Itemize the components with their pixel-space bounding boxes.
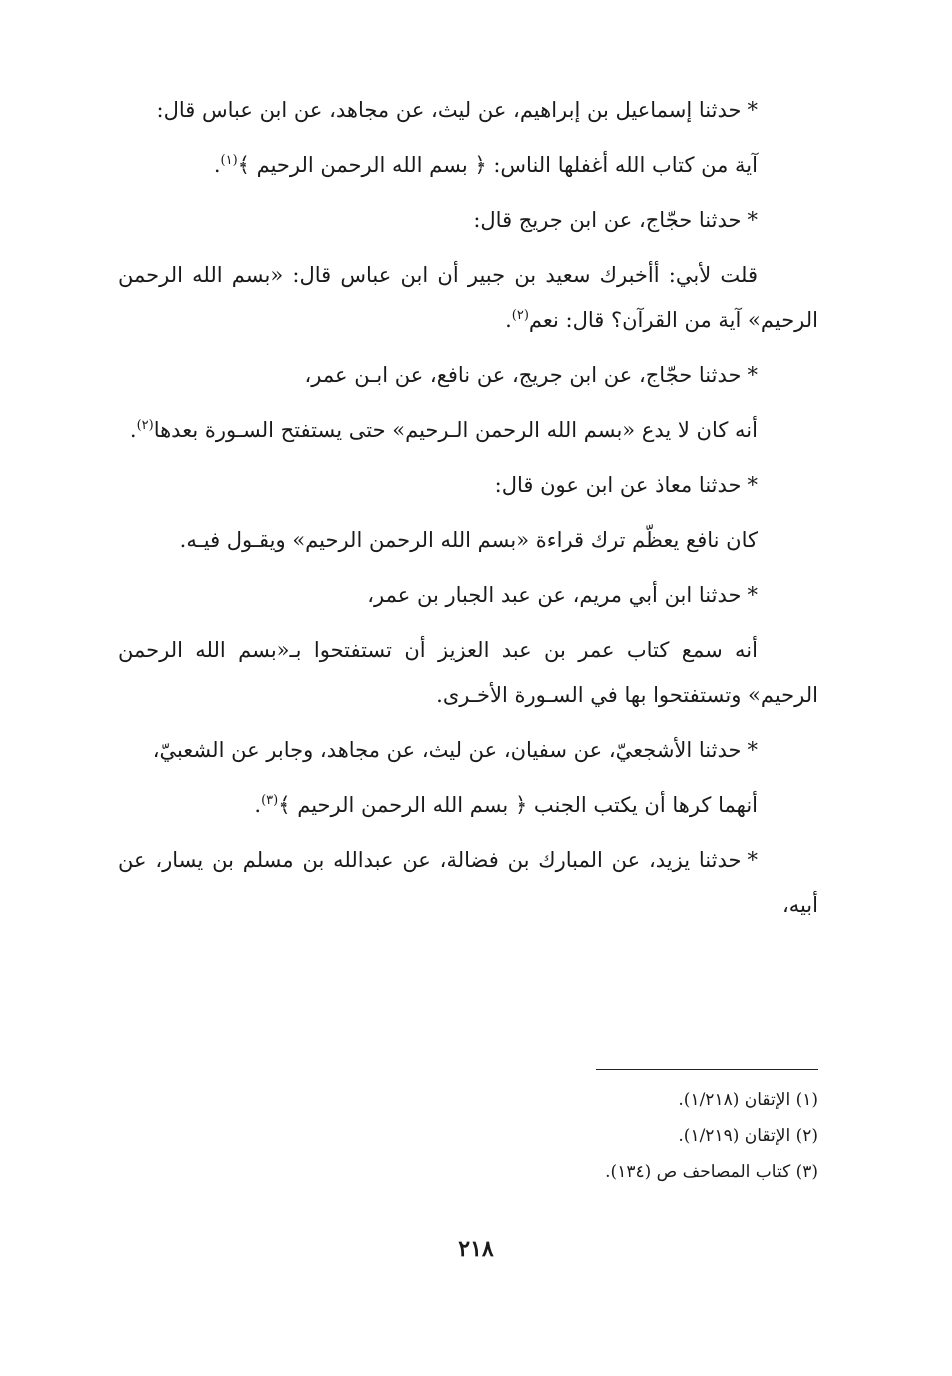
paragraph-text: أنه سمع كتاب عمر بن عبد العزيز أن تستفتحوا بـ«بسم الله الرحمن الرحيم» وتستفتحوا بها في السـورة الأخـرى. (118, 638, 818, 707)
footnote-reference: (١) (220, 153, 238, 168)
paragraph (118, 463, 818, 508)
paragraph (118, 728, 818, 773)
main-text (118, 88, 818, 938)
paragraph-text: حدثنا الأشجعيّ، عن سفيان، عن ليث، عن مجاهد، وجابر عن الشعبيّ، (152, 738, 742, 762)
paragraph-text: أنهما كرها أن يكتب الجنب ﴿ بسم الله الرحمن الرحيم ﴾ (278, 793, 758, 817)
asterisk-marker: * (747, 848, 758, 872)
paragraph (118, 88, 818, 133)
asterisk-marker: * (747, 208, 758, 232)
asterisk-marker: * (747, 583, 758, 607)
paragraph (118, 573, 818, 618)
paragraph-text: أنه كان لا يدع «بسم الله الرحمن الـرحيم» حتى يستفتح السـورة بعدها (153, 418, 758, 442)
footnote-divider (596, 1069, 818, 1070)
paragraph-text: حدثنا حجّاج، عن ابن جريج قال: (473, 208, 742, 232)
paragraph-tail: . (254, 793, 262, 817)
paragraph-text: آية من كتاب الله أغفلها الناس: ﴿ بسم الله الرحمن الرحيم ﴾ (237, 153, 758, 177)
paragraph (118, 143, 818, 188)
paragraph-text: حدثنا ابن أبي مريم، عن عبد الجبار بن عمر، (367, 583, 742, 607)
asterisk-marker: * (747, 98, 758, 122)
paragraph (118, 518, 818, 563)
footnote: (٣) كتاب المصاحف ص (١٣٤). (605, 1162, 818, 1182)
footnote: (٢) الإتقان (١/٢١٩). (678, 1126, 818, 1146)
paragraph-tail: . (505, 308, 512, 332)
footnotes (300, 1082, 818, 1190)
paragraph (118, 838, 818, 928)
paragraph-text: قلت لأبي: أأخبرك سعيد بن جبير أن ابن عباس قال: «بسم الله الرحمن الرحيم» آية من القرآن؟ قال: نعم (118, 263, 818, 332)
asterisk-marker: * (747, 738, 758, 762)
paragraph-text: حدثنا يزيد، عن المبارك بن فضالة، عن عبدالله بن مسلم بن يسار، عن أبيه، (118, 848, 818, 917)
paragraph-tail: . (129, 418, 137, 442)
paragraph-text: حدثنا إسماعيل بن إبراهيم، عن ليث، عن مجاهد، عن ابن عباس قال: (156, 98, 742, 122)
footnote-reference: (٢) (511, 308, 529, 323)
paragraph-text: حدثنا معاذ عن ابن عون قال: (494, 473, 742, 497)
paragraph-text: كان نافع يعظّم ترك قراءة «بسم الله الرحمن الرحيم» ويقـول فيـه. (179, 528, 758, 552)
footnote-reference: (٣) (261, 793, 279, 808)
paragraph (118, 253, 818, 343)
paragraph (118, 198, 818, 243)
asterisk-marker: * (747, 473, 758, 497)
paragraph (118, 408, 818, 453)
paragraph-text: حدثنا حجّاج، عن ابن جريج، عن نافع، عن ابـن عمر، (304, 363, 742, 387)
paragraph (118, 353, 818, 398)
page-number: ٢١٨ (458, 1236, 494, 1262)
paragraph (118, 628, 818, 718)
footnote: (١) الإتقان (١/٢١٨). (678, 1090, 818, 1110)
asterisk-marker: * (747, 363, 758, 387)
paragraph-tail: . (213, 153, 221, 177)
paragraph (118, 783, 818, 828)
footnote-reference: (٢) (136, 418, 154, 433)
